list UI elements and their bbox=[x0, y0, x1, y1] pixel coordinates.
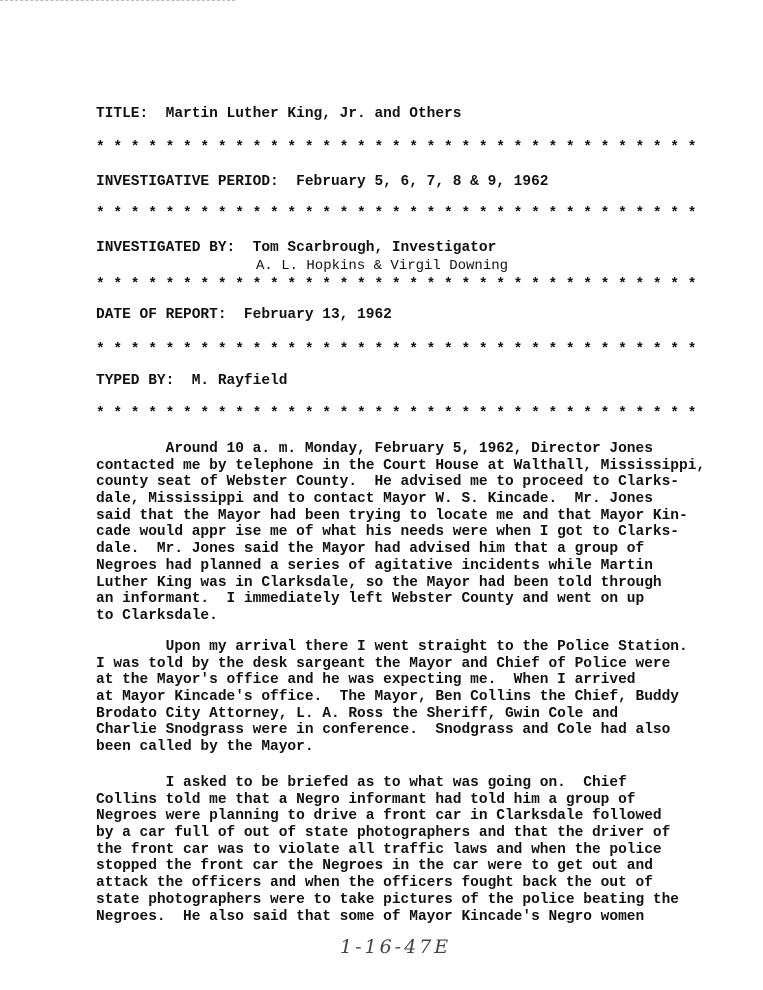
text-line: dale, Mississippi and to contact Mayor W. S. Kincade. Mr. Jones bbox=[96, 491, 653, 508]
text-line: said that the Mayor had been trying to locate me and that Mayor Kin- bbox=[96, 507, 688, 524]
separator-stars: * * * * * * * * * * * * * * * * * * * * * * * * * * * * * * * * * * * bbox=[96, 206, 697, 222]
separator-stars: * * * * * * * * * * * * * * * * * * * * * * * * * * * * * * * * * * * bbox=[96, 277, 697, 293]
paragraph-1 bbox=[96, 441, 705, 625]
separator-stars: * * * * * * * * * * * * * * * * * * * * * * * * * * * * * * * * * * * bbox=[96, 342, 697, 358]
investigated-by: INVESTIGATED BY: Tom Scarbrough, Investigator bbox=[96, 240, 497, 256]
text-line: contacted me by telephone in the Court House at Walthall, Mississippi, bbox=[96, 457, 706, 474]
separator-stars: * * * * * * * * * * * * * * * * * * * * * * * * * * * * * * * * * * * bbox=[96, 140, 697, 156]
text-line: cade would appr ise me of what his needs were when I got to Clarks- bbox=[96, 524, 679, 541]
text-line: an informant. I immediately left Webster County and went on up bbox=[96, 591, 645, 608]
text-line: Luther King was in Clarksdale, so the Mayor had been told through bbox=[96, 574, 662, 591]
text-line: I was told by the desk sargeant the Mayor and Chief of Police were bbox=[96, 655, 671, 672]
text-line: Negroes were planning to drive a front car in Clarksdale followed bbox=[96, 808, 662, 825]
text-line: by a car full of out of state photographers and that the driver of bbox=[96, 825, 671, 842]
text-line: Collins told me that a Negro informant had told him a group of bbox=[96, 791, 636, 808]
text-line: at Mayor Kincade's office. The Mayor, Ben Collins the Chief, Buddy bbox=[96, 689, 679, 706]
title-line: TITLE: Martin Luther King, Jr. and Others bbox=[96, 106, 462, 122]
text-line: Upon my arrival there I went straight to the Police Station. bbox=[96, 639, 688, 655]
handwritten-file-number: 1-16-47E bbox=[340, 936, 452, 958]
scan-edge-dots bbox=[0, 0, 235, 1]
text-line: Charlie Snodgrass were in conference. Snodgrass and Cole had also bbox=[96, 722, 671, 739]
paragraph-2 bbox=[96, 639, 688, 756]
text-line: Brodato City Attorney, L. A. Ross the Sheriff, Gwin Cole and bbox=[96, 705, 619, 722]
text-line: dale. Mr. Jones said the Mayor had advised him that a group of bbox=[96, 541, 645, 558]
date-of-report: DATE OF REPORT: February 13, 1962 bbox=[96, 307, 392, 323]
text-line: at the Mayor's office and he was expecting me. When I arrived bbox=[96, 672, 636, 689]
investigative-period: INVESTIGATIVE PERIOD: February 5, 6, 7, 8 & 9, 1962 bbox=[96, 174, 549, 190]
text-line: attack the officers and when the officers fought back the out of bbox=[96, 875, 653, 892]
paragraph-3 bbox=[96, 775, 679, 925]
text-line: county seat of Webster County. He advised me to proceed to Clarks- bbox=[96, 474, 679, 491]
text-line: state photographers were to take pictures of the police beating the bbox=[96, 891, 679, 908]
text-line: Negroes had planned a series of agitative incidents while Martin bbox=[96, 557, 653, 574]
separator-stars: * * * * * * * * * * * * * * * * * * * * * * * * * * * * * * * * * * * bbox=[96, 406, 697, 422]
text-line: Negroes. He also said that some of Mayor Kincade's Negro women bbox=[96, 908, 645, 925]
text-line: I asked to be briefed as to what was going on. Chief bbox=[96, 775, 627, 791]
text-line: to Clarksdale. bbox=[96, 607, 218, 624]
text-line: Around 10 a. m. Monday, February 5, 1962, Director Jones bbox=[96, 441, 653, 457]
text-line: the front car was to violate all traffic laws and when the police bbox=[96, 841, 662, 858]
text-line: stopped the front car the Negroes in the car were to get out and bbox=[96, 858, 653, 875]
investigated-by-others: A. L. Hopkins & Virgil Downing bbox=[256, 258, 509, 274]
text-line: been called by the Mayor. bbox=[96, 739, 314, 756]
typed-by: TYPED BY: M. Rayfield bbox=[96, 373, 288, 389]
